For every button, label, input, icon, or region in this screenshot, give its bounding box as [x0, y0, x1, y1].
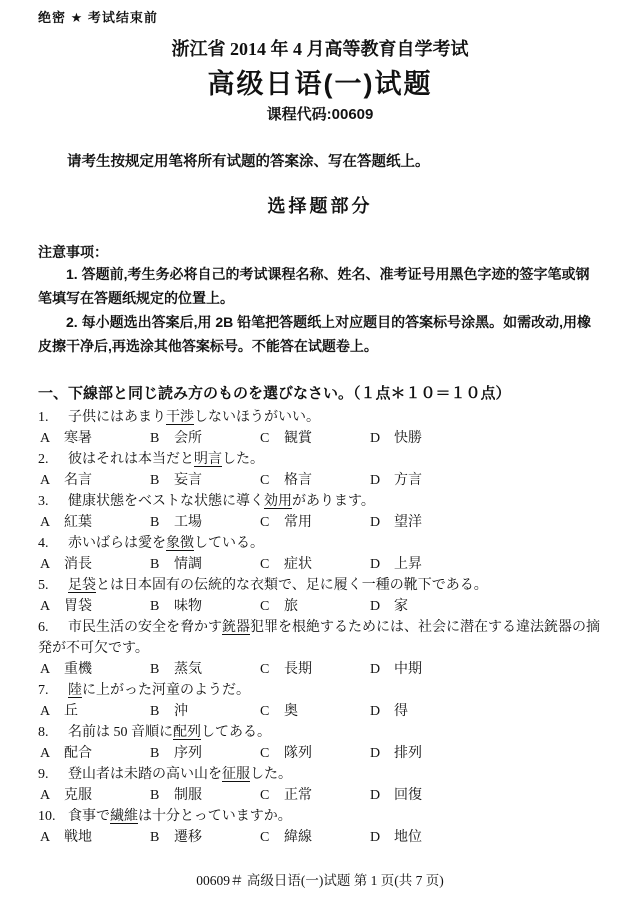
option-C: [260, 785, 370, 806]
question-options-row: [38, 470, 602, 491]
question-underlined-word: 明言: [194, 452, 222, 467]
question-options-row: [38, 596, 602, 617]
question-item: [38, 617, 602, 680]
question-options-row: [38, 512, 602, 533]
option-letter: B: [150, 746, 160, 761]
option-C: [260, 596, 370, 617]
question-text-post: しないほうがいい。: [194, 410, 320, 425]
option-D: [370, 743, 602, 764]
option-D: [370, 428, 602, 449]
question-text-post: してある。: [201, 725, 271, 740]
option-A: [40, 470, 150, 491]
question-underlined-word: 銃器: [222, 620, 250, 635]
option-text: 方言: [394, 473, 422, 488]
option-letter: B: [150, 662, 160, 677]
question-text-pre: 食事で: [68, 809, 110, 824]
part-one-heading: 一、下線部と同じ読み方のものを選びなさい。（１点＊１０＝１０点）: [38, 386, 511, 402]
option-C: [260, 827, 370, 848]
question-item: [38, 449, 602, 491]
option-B: [150, 785, 260, 806]
option-text: 胃袋: [64, 599, 92, 614]
option-text: 奥: [284, 704, 298, 719]
option-text: 上昇: [394, 557, 422, 572]
question-text-post: している。: [194, 536, 264, 551]
question-item: [38, 764, 602, 806]
question-number: 9.: [38, 767, 49, 782]
option-D: [370, 701, 602, 722]
question-options-row: [38, 659, 602, 680]
option-B: [150, 470, 260, 491]
option-C: [260, 743, 370, 764]
question-item: [38, 806, 602, 848]
option-text: 格言: [284, 473, 312, 488]
question-text: [38, 407, 602, 428]
question-text-pre: 彼はそれは本当だと: [68, 452, 194, 467]
option-letter: C: [260, 704, 270, 719]
question-text: [38, 764, 602, 785]
page-footer: 00609＃ 高级日语(一)试题 第 1 页(共 7 页): [196, 873, 444, 888]
option-A: [40, 785, 150, 806]
question-underlined-word: 陸: [68, 683, 82, 698]
option-text: 中期: [394, 662, 422, 677]
option-text: 情調: [174, 557, 202, 572]
option-letter: A: [40, 557, 51, 572]
question-underlined-word: 干渉: [166, 410, 194, 425]
option-text: 観賞: [284, 431, 312, 446]
question-item: [38, 533, 602, 575]
option-C: [260, 659, 370, 680]
option-text: 丘: [64, 704, 78, 719]
question-item: [38, 575, 602, 617]
option-text: 戦地: [64, 830, 92, 845]
question-number: 6.: [38, 620, 49, 635]
option-letter: B: [150, 473, 160, 488]
option-text: 旅: [284, 599, 298, 614]
question-number: 3.: [38, 494, 49, 509]
notice-item-2: 2. 每小题选出答案后,用 2B 铅笔把答题纸上对应题目的答案标号涂黑。如需改动,用橡皮擦干净后,再选涂其他答案标号。不能答在试题卷上。: [38, 314, 592, 354]
question-options-row: [38, 785, 602, 806]
option-letter: C: [260, 662, 270, 677]
question-number: 10.: [38, 809, 56, 824]
option-C: [260, 512, 370, 533]
question-item: [38, 491, 602, 533]
option-text: 消長: [64, 557, 92, 572]
question-options-row: [38, 428, 602, 449]
option-letter: A: [40, 473, 51, 488]
option-A: [40, 554, 150, 575]
option-B: [150, 659, 260, 680]
option-letter: B: [150, 830, 160, 845]
option-letter: B: [150, 599, 160, 614]
option-A: [40, 827, 150, 848]
option-letter: D: [370, 515, 381, 530]
option-text: 序列: [174, 746, 202, 761]
question-text: [38, 617, 602, 659]
question-number: 4.: [38, 536, 49, 551]
option-C: [260, 470, 370, 491]
option-letter: D: [370, 473, 381, 488]
option-C: [260, 554, 370, 575]
option-letter: B: [150, 515, 160, 530]
option-A: [40, 701, 150, 722]
paper-title: 高级日语(一)试题: [207, 69, 433, 99]
option-letter: C: [260, 557, 270, 572]
option-letter: D: [370, 431, 381, 446]
option-letter: A: [40, 515, 51, 530]
option-letter: A: [40, 662, 51, 677]
question-text: [38, 533, 602, 554]
option-text: 会所: [174, 431, 202, 446]
option-text: 得: [394, 704, 408, 719]
option-text: 工場: [174, 515, 202, 530]
question-item: [38, 680, 602, 722]
option-text: 蒸気: [174, 662, 202, 677]
question-text: [38, 680, 602, 701]
option-letter: C: [260, 599, 270, 614]
option-A: [40, 659, 150, 680]
option-B: [150, 512, 260, 533]
question-number: 8.: [38, 725, 49, 740]
option-letter: D: [370, 704, 381, 719]
option-text: 制服: [174, 788, 202, 803]
option-letter: B: [150, 704, 160, 719]
option-B: [150, 554, 260, 575]
option-text: 排列: [394, 746, 422, 761]
question-text: [38, 806, 602, 827]
option-text: 味物: [174, 599, 202, 614]
option-B: [150, 596, 260, 617]
option-letter: C: [260, 473, 270, 488]
option-B: [150, 701, 260, 722]
option-text: 遷移: [174, 830, 202, 845]
question-options-row: [38, 554, 602, 575]
option-A: [40, 596, 150, 617]
option-letter: D: [370, 788, 381, 803]
question-text: [38, 575, 602, 596]
question-number: 7.: [38, 683, 49, 698]
option-text: 寒暑: [64, 431, 92, 446]
question-text-post: があります。: [292, 494, 375, 509]
option-letter: C: [260, 788, 270, 803]
option-B: [150, 827, 260, 848]
option-text: 克服: [64, 788, 92, 803]
question-underlined-word: 配列: [173, 725, 201, 740]
option-letter: D: [370, 830, 381, 845]
question-text-pre: 健康状態をベストな状態に導く: [68, 494, 264, 509]
question-number: 5.: [38, 578, 49, 593]
option-letter: A: [40, 746, 51, 761]
option-D: [370, 512, 602, 533]
option-text: 家: [394, 599, 408, 614]
option-text: 快勝: [394, 431, 422, 446]
option-text: 重機: [64, 662, 92, 677]
option-D: [370, 554, 602, 575]
option-letter: A: [40, 830, 51, 845]
option-text: 配合: [64, 746, 92, 761]
option-A: [40, 512, 150, 533]
option-text: 妄言: [174, 473, 202, 488]
option-text: 紅葉: [64, 515, 92, 530]
question-text: [38, 491, 602, 512]
notice-item-1: 1. 答题前,考生务必将自己的考试课程名称、姓名、准考证号用黑色字迹的签字笔或钢笔填写在答题纸规定的位置上。: [38, 266, 590, 306]
question-text-post: に上がった河童のようだ。: [82, 683, 250, 698]
option-text: 正常: [284, 788, 312, 803]
question-text-pre: 名前は 50 音順に: [68, 725, 173, 740]
option-letter: C: [260, 515, 270, 530]
option-C: [260, 428, 370, 449]
option-text: 沖: [174, 704, 188, 719]
option-D: [370, 785, 602, 806]
option-letter: D: [370, 746, 381, 761]
option-letter: D: [370, 557, 381, 572]
exam-title: 浙江省 2014 年 4 月高等教育自学考试: [171, 39, 469, 59]
question-item: [38, 407, 602, 449]
classification-banner: 绝密 ★ 考试结束前: [38, 10, 158, 25]
option-letter: A: [40, 704, 51, 719]
answer-sheet-instruction: 请考生按规定用笔将所有试题的答案涂、写在答题纸上。: [67, 154, 430, 170]
option-letter: B: [150, 788, 160, 803]
question-options-row: [38, 701, 602, 722]
question-underlined-word: 象徴: [166, 536, 194, 551]
question-text-post: した。: [222, 452, 264, 467]
course-code: 课程代码:00609: [266, 106, 374, 123]
question-underlined-word: 足袋: [68, 578, 96, 593]
option-text: 症状: [284, 557, 312, 572]
question-underlined-word: 征服: [222, 767, 250, 782]
option-text: 常用: [284, 515, 312, 530]
question-number: 2.: [38, 452, 49, 467]
option-letter: D: [370, 599, 381, 614]
section-title: 选择题部分: [267, 196, 373, 216]
option-D: [370, 596, 602, 617]
question-item: [38, 722, 602, 764]
option-letter: C: [260, 746, 270, 761]
option-text: 緯線: [284, 830, 312, 845]
option-letter: C: [260, 431, 270, 446]
question-underlined-word: 効用: [264, 494, 292, 509]
question-text: [38, 722, 602, 743]
notice-heading: 注意事项：: [38, 244, 108, 260]
option-D: [370, 827, 602, 848]
question-text-post: 犯罪を根絶するためには、社会に潜在する違法銃器の摘発が不可欠です。: [38, 620, 600, 656]
option-A: [40, 743, 150, 764]
option-B: [150, 428, 260, 449]
question-text: [38, 449, 602, 470]
question-text-pre: 登山者は未踏の高い山を: [68, 767, 222, 782]
option-letter: C: [260, 830, 270, 845]
question-options-row: [38, 827, 602, 848]
question-number: 1.: [38, 410, 49, 425]
option-text: 地位: [394, 830, 422, 845]
question-options-row: [38, 743, 602, 764]
option-letter: A: [40, 599, 51, 614]
option-C: [260, 701, 370, 722]
question-text-pre: 赤いばらは愛を: [68, 536, 166, 551]
option-D: [370, 470, 602, 491]
question-text-post: は十分とっていますか。: [138, 809, 292, 824]
option-letter: B: [150, 557, 160, 572]
question-text-pre: 子供にはあまり: [68, 410, 166, 425]
question-text-pre: 市民生活の安全を脅かす: [68, 620, 222, 635]
option-text: 名言: [64, 473, 92, 488]
question-text-post: した。: [250, 767, 292, 782]
option-letter: B: [150, 431, 160, 446]
option-A: [40, 428, 150, 449]
option-B: [150, 743, 260, 764]
option-text: 隊列: [284, 746, 312, 761]
option-text: 望洋: [394, 515, 422, 530]
question-underlined-word: 繊維: [110, 809, 138, 824]
option-text: 長期: [284, 662, 312, 677]
question-list: [38, 407, 602, 848]
option-letter: A: [40, 788, 51, 803]
option-D: [370, 659, 602, 680]
question-text-post: とは日本固有の伝統的な衣類で、足に履く一種の靴下である。: [96, 578, 488, 593]
option-letter: D: [370, 662, 381, 677]
option-text: 回復: [394, 788, 422, 803]
option-letter: A: [40, 431, 51, 446]
